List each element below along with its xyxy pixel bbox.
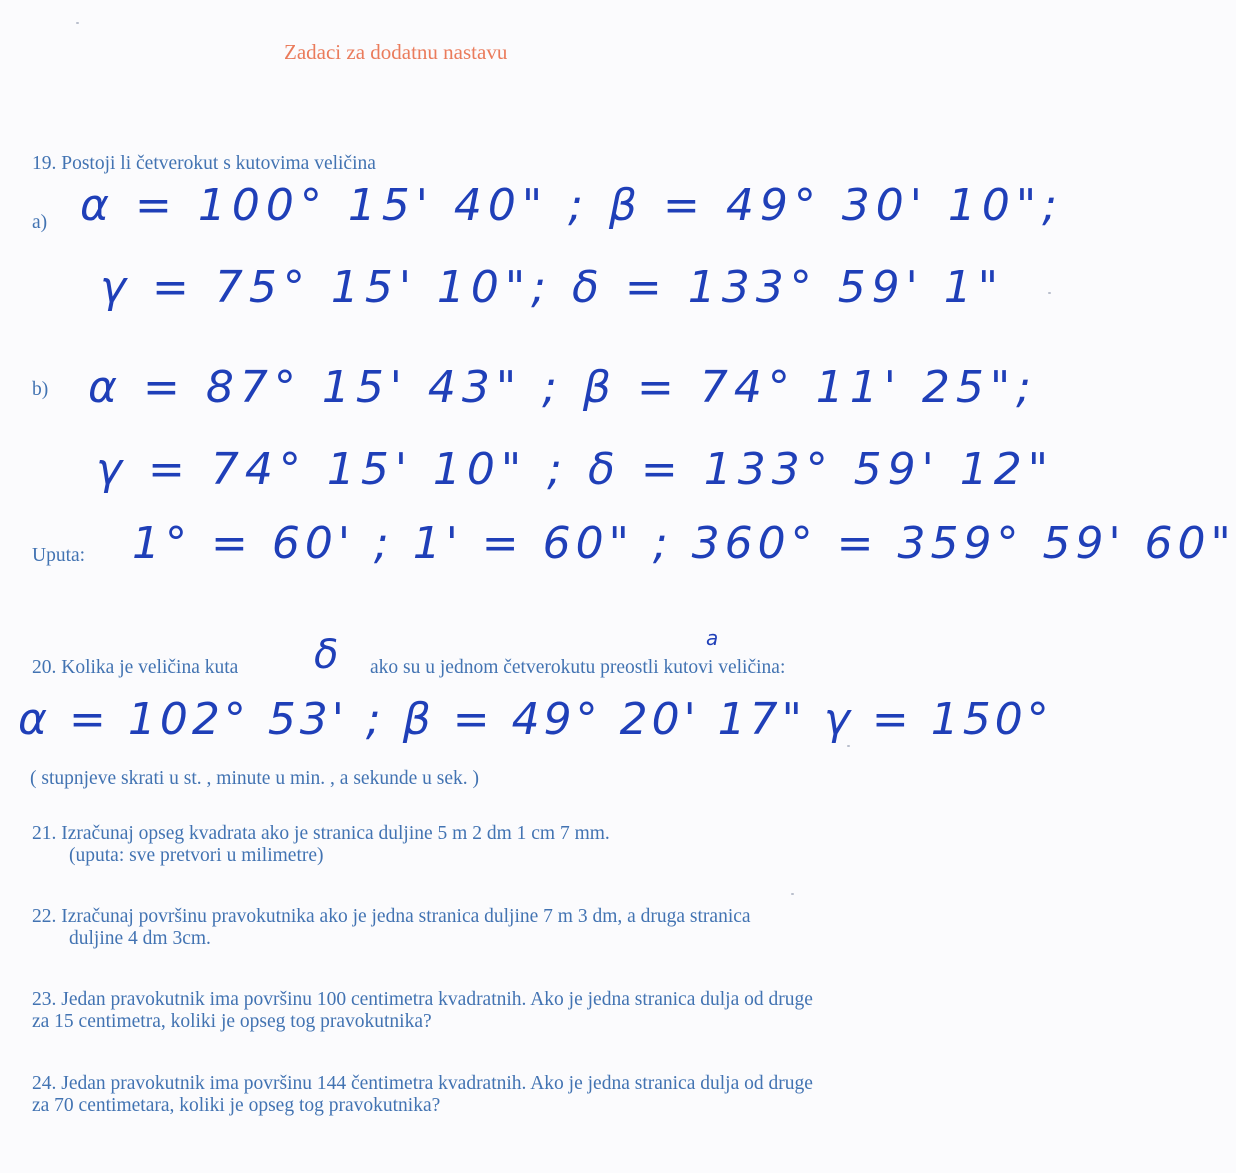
task19-b-line1: α = 87° 15' 43" ; β = 74° 11' 25"; (88, 362, 1037, 413)
task20-delta-symbol: δ (314, 632, 339, 678)
task20-note: ( stupnjeve skrati u st. , minute u min. , a sekunde u sek. ) (30, 768, 479, 789)
task23-line1: 23. Jedan pravokutnik ima površinu 100 centimetra kvadratnih. Ako je jedna stranica dulja od druge (32, 989, 813, 1010)
task20-question-end: ako su u jednom četverokutu preostli kutovi veličina: (370, 657, 786, 678)
task19-hint-label: Uputa: (32, 545, 86, 566)
task24-text (32, 1073, 813, 1117)
task19-b-line2: γ = 74° 15' 10" ; δ = 133° 59' 12" (96, 444, 1054, 495)
task23-line2: za 15 centimetra, koliki je opseg tog pravokutnika? (32, 1011, 432, 1032)
scan-speck (1048, 292, 1051, 294)
scan-speck (847, 745, 850, 747)
task24-line1: 24. Jedan pravokutnik ima površinu 144 čentimetra kvadratnih. Ako je jedna stranica dulja od druge (32, 1073, 813, 1094)
task22-line1: 22. Izračunaj površinu pravokutnika ako je jedna stranica duljine 7 m 3 dm, a druga stranica (32, 906, 751, 927)
task21-line1: 21. Izračunaj opseg kvadrata ako je stranica duljine 5 m 2 dm 1 cm 7 mm. (32, 823, 610, 844)
task19-a-line1: α = 100° 15' 40" ; β = 49° 30' 10"; (80, 180, 1063, 231)
task21-text (32, 823, 610, 867)
scan-speck (791, 893, 794, 895)
task20-handwritten-correction: a (706, 626, 719, 650)
task22-text (32, 906, 751, 950)
task19-label-b: b) (32, 379, 49, 400)
task20-angles: α = 102° 53' ; β = 49° 20' 17" γ = 150° (18, 694, 1053, 745)
task23-text (32, 989, 813, 1033)
page-title: Zadaci za dodatnu nastavu (284, 40, 508, 64)
task19-label-a: a) (32, 212, 48, 233)
task21-line2: (uputa: sve pretvori u milimetre) (69, 845, 324, 866)
task20-question-start: 20. Kolika je veličina kuta (32, 657, 239, 678)
task22-line2: duljine 4 dm 3cm. (69, 928, 211, 949)
task24-line2: za 70 centimetara, koliki je opseg tog pravokutnika? (32, 1095, 441, 1116)
task19-hint: 1° = 60' ; 1' = 60" ; 360° = 359° 59' 60" (132, 518, 1236, 569)
scan-speck (76, 22, 79, 24)
task19-a-line2: γ = 75° 15' 10"; δ = 133° 59' 1" (100, 262, 1004, 313)
task19-question: 19. Postoji li četverokut s kutovima veličina (32, 153, 376, 174)
